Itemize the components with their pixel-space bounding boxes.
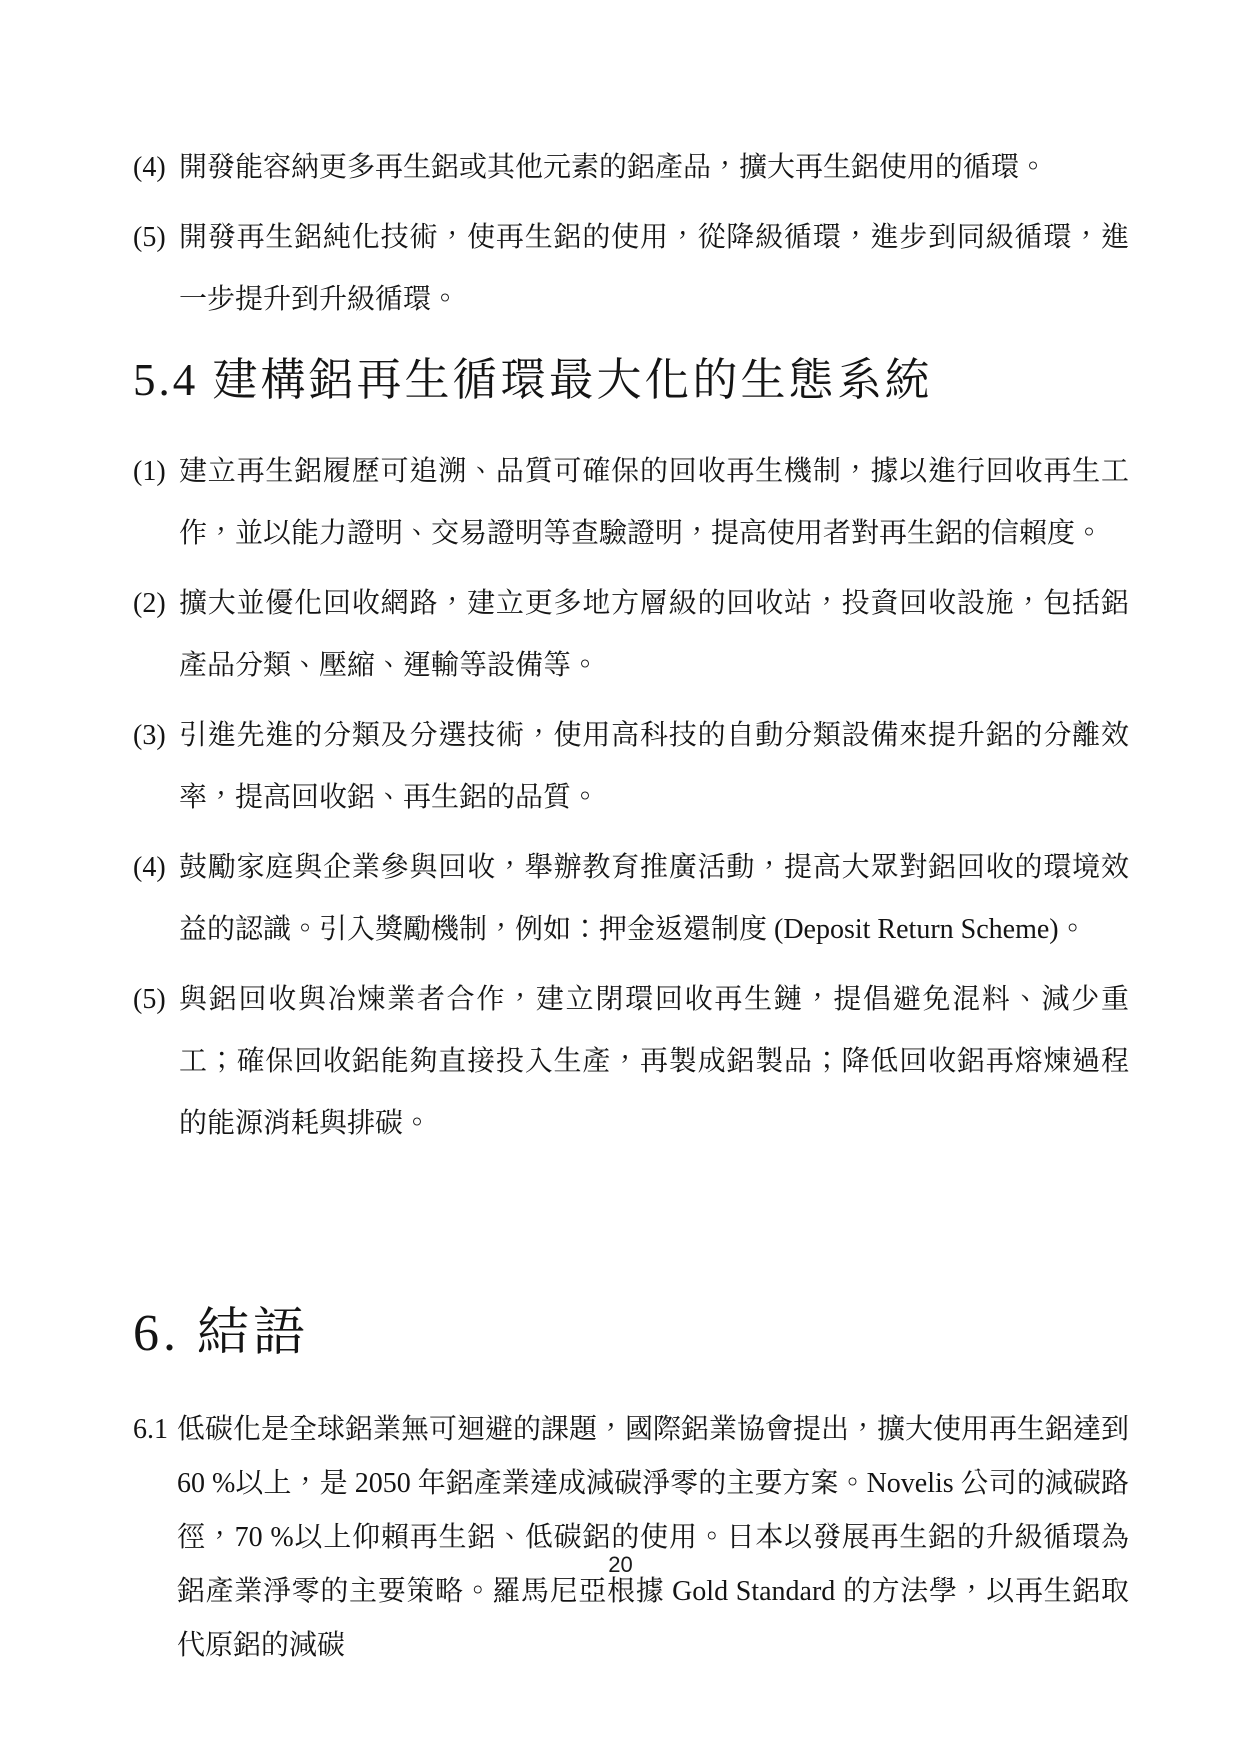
- list-item: [133, 441, 1129, 565]
- list-item: [133, 137, 1129, 199]
- page-number: 20: [608, 1552, 633, 1577]
- closing-paragraph: [133, 1403, 1129, 1673]
- section-heading-5-4: 5.4 建構鋁再生循環最大化的生態系統: [133, 355, 933, 405]
- list-item: [133, 969, 1129, 1155]
- list-item-text: 鼓勵家庭與企業參與回收，舉辦教育推廣活動，提高大眾對鋁回收的環境效益的認識。引入獎勵機制，例如：押金返還制度 (Deposit Return Scheme)。: [179, 852, 1129, 945]
- paragraph-marker: 6.1: [133, 1414, 168, 1445]
- section-heading-6: 6. 結語: [133, 1305, 310, 1362]
- list-item: [133, 705, 1129, 829]
- list-item-marker: (2): [133, 588, 166, 619]
- list-item: [133, 837, 1129, 961]
- list-item-text: 引進先進的分類及分選技術，使用高科技的自動分類設備來提升鋁的分離效率，提高回收鋁、再生鋁的品質。: [179, 720, 1129, 813]
- list-item-marker: (3): [133, 720, 166, 751]
- list-item: [133, 207, 1129, 331]
- list-item-marker: (4): [133, 152, 166, 183]
- list-item-text: 開發能容納更多再生鋁或其他元素的鋁產品，擴大再生鋁使用的循環。: [179, 152, 1048, 183]
- list-item-marker: (1): [133, 456, 166, 487]
- list-item: [133, 573, 1129, 697]
- list-item-marker: (5): [133, 222, 166, 253]
- paragraph-text: 低碳化是全球鋁業無可迴避的課題，國際鋁業協會提出，擴大使用再生鋁達到 60 %以上，是 2050 年鋁產業達成減碳淨零的主要方案。Novelis 公司的減碳路徑，70 %以上仰賴再生鋁、低碳鋁的使用。日本以發展再生鋁的升級循環為鋁產業淨零的主要策略。羅馬尼亞根據 Gold Standard 的方法學，以再生鋁取代原鋁的減碳: [177, 1414, 1130, 1661]
- list-item-text: 擴大並優化回收網路，建立更多地方層級的回收站，投資回收設施，包括鋁產品分類、壓縮、運輸等設備等。: [179, 588, 1129, 681]
- list-item-text: 開發再生鋁純化技術，使再生鋁的使用，從降級循環，進步到同級循環，進一步提升到升級循環。: [179, 222, 1129, 315]
- list-item-marker: (4): [133, 852, 166, 883]
- list-item-marker: (5): [133, 984, 166, 1015]
- list-item-text: 與鋁回收與冶煉業者合作，建立閉環回收再生鏈，提倡避免混料、減少重工；確保回收鋁能夠直接投入生產，再製成鋁製品；降低回收鋁再熔煉過程的能源消耗與排碳。: [179, 984, 1129, 1139]
- list-item-text: 建立再生鋁履歷可追溯、品質可確保的回收再生機制，據以進行回收再生工作，並以能力證明、交易證明等查驗證明，提高使用者對再生鋁的信賴度。: [179, 456, 1129, 549]
